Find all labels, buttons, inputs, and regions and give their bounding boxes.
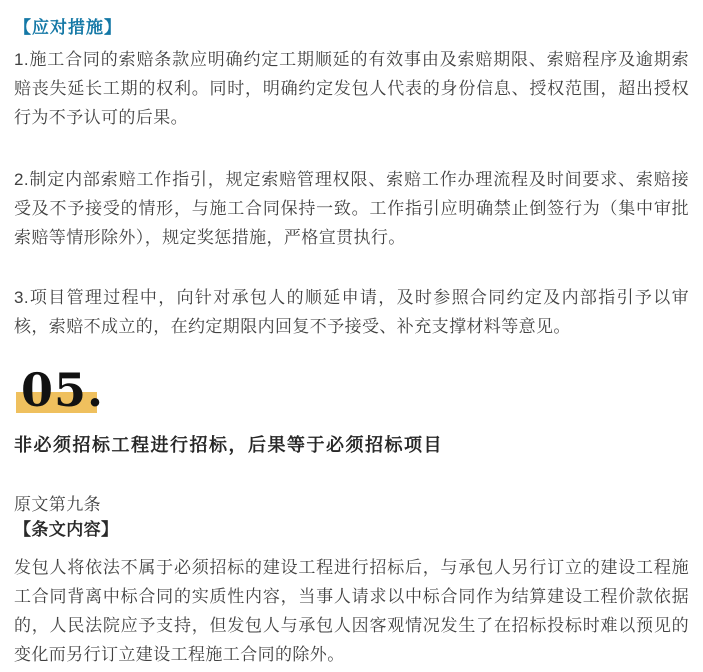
item-number: 05.: [21, 363, 105, 417]
content-section-label: 【条文内容】: [14, 520, 119, 539]
content-paragraph: 发包人将依法不属于必须招标的建设工程进行招标后，与承包人另行订立的建设工程施工合同背离中标合同的实质性内容，当事人请求以中标合同作为结算建设工程价款依据的，人民法院应予支持，但发包人与承包人因客观情况发生了在招标投标时难以预见的变化而另行订立建设工程施工合同的除外。: [14, 558, 689, 664]
measures-paragraph-3: 3.项目管理过程中，向针对承包人的顺延申请，及时参照合同约定及内部指引予以审核，索赔不成立的，在约定期限内回复不予接受、补充支撑材料等意见。: [14, 288, 689, 336]
measures-paragraph-2: 2.制定内部索赔工作指引，规定索赔管理权限、索赔工作办理流程及时间要求、索赔接受及不予接受的情形，与施工合同保持一致。工作指引应明确禁止倒签行为（集中审批索赔等情形除外），规定奖惩措施，严格宣贯执行。: [14, 170, 689, 247]
measures-paragraph-1: 1.施工合同的索赔条款应明确约定工期顺延的有效事由及索赔期限、索赔程序及逾期索赔丧失延长工期的权利。同时，明确约定发包人代表的身份信息、授权范围，超出授权行为不予认可的后果。: [14, 50, 689, 127]
measures-section-label: 【应对措施】: [14, 18, 122, 37]
source-reference: 原文第九条: [14, 495, 101, 514]
item-number-block: [16, 363, 176, 417]
item-title: 非必须招标工程进行招标，后果等于必须招标项目: [14, 435, 443, 455]
